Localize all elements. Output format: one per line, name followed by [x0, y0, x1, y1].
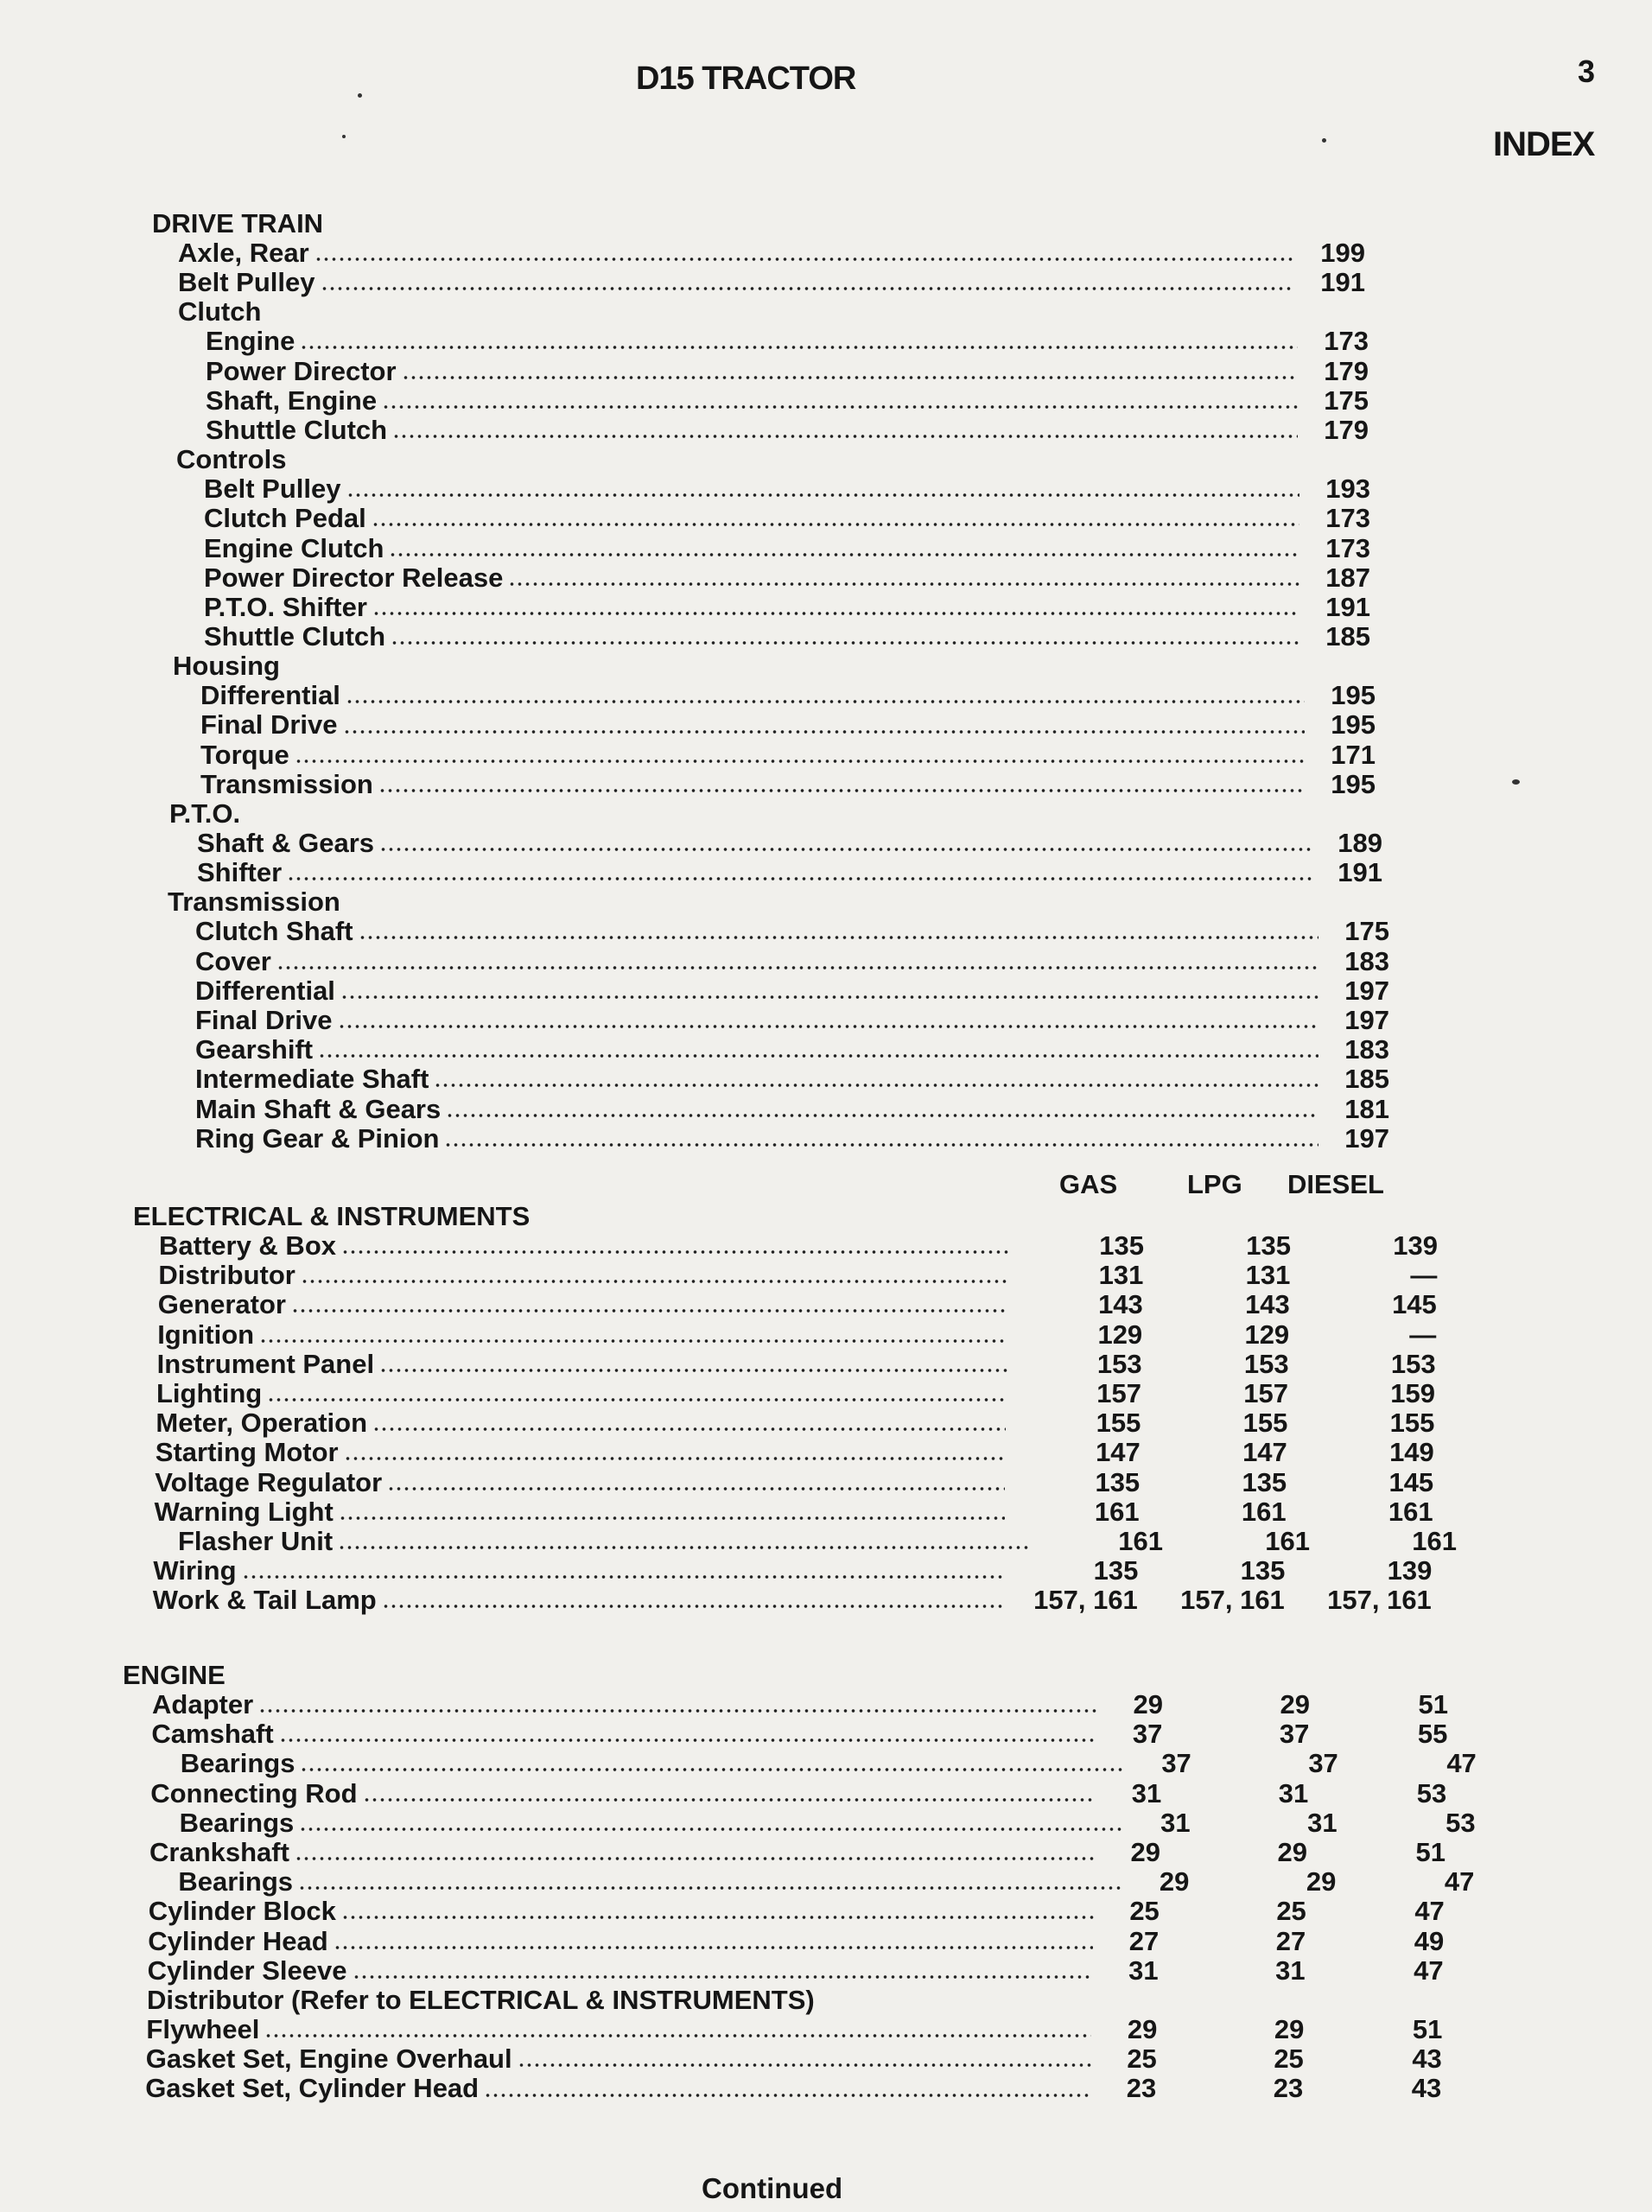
- page-title: D15 TRACTOR: [636, 60, 856, 97]
- value-gas: 135: [1099, 1230, 1144, 1261]
- entry-label: Bearings: [179, 1807, 295, 1838]
- subheading: Clutch: [178, 296, 262, 327]
- leader-dots: [299, 1827, 1124, 1832]
- entry-label: Shifter: [197, 857, 283, 888]
- leader-dots: [298, 1885, 1123, 1891]
- leader-dots: [340, 995, 1318, 1000]
- value-gas: 29: [1159, 1866, 1190, 1897]
- index-entry: [152, 1065, 1389, 1094]
- index-entry: [123, 1690, 1448, 1719]
- index-entry: [152, 829, 1382, 858]
- value-gas: 157, 161: [1033, 1585, 1138, 1616]
- value-lpg: 161: [1241, 1496, 1287, 1527]
- entry-label: Cylinder Sleeve: [147, 1955, 347, 1986]
- leader-dots: [341, 1915, 1094, 1920]
- leader-dots: [258, 1708, 1097, 1713]
- electrical-section: [133, 1201, 1457, 1616]
- index-entry: [133, 1231, 1438, 1261]
- subheading: Controls: [176, 444, 287, 475]
- entry-label: Camshaft: [151, 1719, 274, 1750]
- entry-label: Differential: [195, 975, 335, 1006]
- leader-dots: [291, 1308, 1008, 1313]
- index-entry: [152, 741, 1376, 770]
- entry-page: 197: [1344, 1004, 1389, 1035]
- entry-page: 187: [1325, 562, 1370, 593]
- entry-label: Power Director: [206, 355, 397, 386]
- entry-page: 191: [1337, 857, 1382, 888]
- continued-footer: Continued: [702, 2172, 843, 2204]
- leader-dots: [372, 522, 1299, 527]
- value-gas: 129: [1097, 1319, 1143, 1350]
- index-entry: [152, 268, 1365, 297]
- entry-label: Lighting: [156, 1377, 263, 1408]
- entry-label: Cylinder Head: [148, 1925, 328, 1956]
- leader-dots: [508, 582, 1299, 587]
- value-lpg: 143: [1245, 1289, 1290, 1320]
- value-diesel: 161: [1388, 1496, 1433, 1527]
- leader-dots: [300, 345, 1298, 350]
- index-entry: [123, 1956, 1444, 1986]
- entry-label: Voltage Regulator: [155, 1466, 383, 1497]
- leader-dots: [259, 1338, 1007, 1344]
- leader-dots: [379, 847, 1312, 852]
- entry-label: Wiring: [153, 1555, 237, 1586]
- entry-label: Final Drive: [200, 709, 338, 741]
- value-gas: 31: [1128, 1955, 1159, 1986]
- engine-section: [123, 1660, 1477, 2104]
- engine-rows: [123, 1689, 1477, 2104]
- value-lpg: 135: [1240, 1555, 1286, 1586]
- value-lpg: 29: [1277, 1836, 1307, 1867]
- entry-label: Adapter: [152, 1689, 254, 1719]
- index-entry: [123, 1808, 1476, 1838]
- index-entry: [152, 534, 1370, 563]
- entry-page: 197: [1344, 975, 1389, 1006]
- entry-label: Engine: [206, 326, 295, 357]
- index-entry: [152, 474, 1370, 504]
- subheading: P.T.O.: [169, 798, 241, 829]
- entry-page: 195: [1331, 680, 1376, 711]
- index-entry: [133, 1468, 1433, 1497]
- leader-dots: [392, 434, 1298, 439]
- leader-dots: [338, 1024, 1319, 1029]
- entry-label: Clutch Pedal: [204, 503, 366, 534]
- entry-label: Battery & Box: [159, 1230, 336, 1261]
- value-gas: 161: [1094, 1496, 1140, 1527]
- leader-dots: [379, 1368, 1007, 1373]
- leader-dots: [279, 1738, 1097, 1743]
- value-gas: 29: [1133, 1689, 1163, 1719]
- index-entry: [152, 1124, 1389, 1154]
- value-lpg: 157, 161: [1180, 1585, 1285, 1616]
- leader-dots: [444, 1142, 1318, 1147]
- value-lpg: 31: [1307, 1807, 1337, 1838]
- value-gas: 155: [1096, 1408, 1141, 1439]
- index-entry: [123, 2015, 1442, 2044]
- subheading: Transmission: [168, 887, 340, 918]
- value-diesel: 145: [1392, 1289, 1437, 1320]
- leader-dots: [334, 1945, 1094, 1950]
- entry-page: 171: [1331, 739, 1376, 770]
- entry-page: 185: [1344, 1064, 1389, 1095]
- value-lpg: 31: [1275, 1955, 1306, 1986]
- leader-dots: [372, 611, 1299, 616]
- index-entry: [123, 1779, 1446, 1808]
- value-diesel: 53: [1446, 1807, 1476, 1838]
- entry-label: Flywheel: [146, 2014, 260, 2045]
- leader-dots: [295, 1856, 1095, 1861]
- value-lpg: 147: [1242, 1437, 1287, 1468]
- index-entry: [133, 1320, 1436, 1350]
- value-diesel: 161: [1412, 1525, 1457, 1556]
- electrical-rows: [133, 1230, 1457, 1616]
- value-lpg: 29: [1306, 1866, 1337, 1897]
- entry-label: Cylinder Block: [148, 1896, 336, 1927]
- index-entry: [133, 1497, 1433, 1527]
- value-gas: 29: [1127, 2014, 1158, 2045]
- index-entry: [152, 327, 1369, 356]
- drive-train-section: [152, 208, 1389, 1154]
- index-entry: [123, 1719, 1447, 1749]
- value-gas: 31: [1160, 1807, 1191, 1838]
- value-gas: 27: [1128, 1925, 1160, 1956]
- leader-dots: [264, 2033, 1091, 2038]
- entry-label: Engine Clutch: [204, 532, 384, 563]
- index-entry: [152, 1095, 1389, 1124]
- index-entry: [133, 1379, 1435, 1408]
- scan-speck: [1512, 779, 1520, 785]
- leader-dots: [267, 1397, 1007, 1402]
- leader-dots: [434, 1083, 1318, 1088]
- leader-dots: [301, 1279, 1009, 1284]
- value-gas: 25: [1127, 2044, 1157, 2075]
- leader-dots: [338, 1545, 1028, 1550]
- leader-dots: [446, 1113, 1318, 1118]
- index-entry: [133, 1438, 1434, 1467]
- value-gas: 135: [1093, 1555, 1139, 1586]
- value-lpg: 25: [1276, 1896, 1306, 1927]
- scan-speck: [342, 135, 346, 138]
- entry-label: Work & Tail Lamp: [152, 1585, 377, 1616]
- index-entry: [152, 386, 1369, 416]
- value-diesel: 47: [1444, 1866, 1475, 1897]
- entry-page: 191: [1325, 591, 1370, 622]
- value-lpg: 29: [1274, 2014, 1305, 2045]
- entry-page: 181: [1344, 1093, 1389, 1124]
- index-entry: [133, 1408, 1434, 1438]
- entry-label: Torque: [200, 739, 289, 770]
- leader-dots: [343, 729, 1306, 734]
- entry-label: Clutch Shaft: [195, 916, 353, 947]
- entry-label: Gearshift: [195, 1034, 314, 1065]
- leader-dots: [378, 788, 1305, 793]
- index-entry: [133, 1290, 1437, 1319]
- value-diesel: —: [1409, 1319, 1437, 1350]
- section-heading: ENGINE: [123, 1660, 226, 1690]
- value-lpg: 155: [1242, 1408, 1288, 1439]
- index-entry: [152, 1035, 1389, 1065]
- leader-dots: [353, 1974, 1093, 1980]
- index-entry: [133, 1261, 1437, 1290]
- value-gas: 31: [1131, 1777, 1162, 1808]
- index-entry: [152, 504, 1370, 533]
- entry-page: 199: [1320, 238, 1365, 268]
- leader-dots: [402, 375, 1298, 380]
- index-entry: [133, 1586, 1432, 1615]
- entry-page: 173: [1324, 326, 1369, 357]
- index-entry: [152, 917, 1389, 946]
- index-entry: [123, 1749, 1477, 1778]
- entry-page: 195: [1331, 709, 1376, 741]
- entry-label: Flasher Unit: [178, 1525, 334, 1556]
- leader-dots: [391, 640, 1299, 645]
- entry-label: Warning Light: [154, 1496, 334, 1527]
- index-entry: [152, 593, 1370, 622]
- value-gas: 37: [1161, 1748, 1191, 1779]
- value-lpg: 27: [1275, 1925, 1306, 1956]
- entry-label: Crankshaft: [149, 1836, 289, 1867]
- value-diesel: 47: [1446, 1748, 1477, 1779]
- entry-page: 191: [1320, 267, 1365, 298]
- value-lpg: 25: [1274, 2044, 1304, 2075]
- entry-label: Instrument Panel: [156, 1348, 375, 1379]
- entry-label: Axle, Rear: [178, 238, 309, 268]
- value-lpg: 131: [1245, 1260, 1291, 1291]
- entry-page: 197: [1344, 1122, 1389, 1154]
- entry-label: Intermediate Shaft: [195, 1064, 429, 1095]
- entry-label: Shaft & Gears: [197, 828, 375, 858]
- entry-page: 173: [1325, 532, 1370, 563]
- index-entry: [133, 1350, 1436, 1379]
- section-heading: ELECTRICAL & INSTRUMENTS: [133, 1201, 531, 1231]
- leader-dots: [387, 1486, 1005, 1491]
- leader-dots: [359, 935, 1318, 940]
- entry-page: 195: [1331, 768, 1376, 799]
- leader-dots: [389, 552, 1299, 557]
- leader-dots: [300, 1767, 1125, 1772]
- value-gas: 135: [1095, 1466, 1141, 1497]
- leader-dots: [363, 1797, 1096, 1802]
- entry-label: Generator: [157, 1289, 286, 1320]
- value-lpg: 37: [1308, 1748, 1338, 1779]
- subheading: Housing: [173, 651, 280, 682]
- index-entry: [152, 976, 1389, 1006]
- scan-speck: [358, 93, 362, 98]
- index-entry: [152, 947, 1389, 976]
- entry-label: Meter, Operation: [156, 1408, 367, 1439]
- entry-page: 175: [1324, 385, 1369, 416]
- value-diesel: 153: [1390, 1348, 1436, 1379]
- entry-label: Gasket Set, Cylinder Head: [145, 2073, 480, 2104]
- value-lpg: 129: [1244, 1319, 1290, 1350]
- leader-dots: [287, 876, 1312, 881]
- value-diesel: 51: [1415, 1836, 1446, 1867]
- value-diesel: 157, 161: [1327, 1585, 1432, 1616]
- entry-page: 193: [1325, 474, 1370, 505]
- index-entry: [152, 622, 1370, 652]
- entry-label: Transmission: [200, 768, 373, 799]
- index-entry: [152, 681, 1376, 710]
- leader-dots: [295, 759, 1305, 764]
- value-lpg: 31: [1278, 1777, 1309, 1808]
- leader-dots: [372, 1427, 1006, 1432]
- index-entry: [152, 1006, 1389, 1035]
- value-diesel: 55: [1417, 1719, 1448, 1750]
- leader-dots: [484, 2093, 1090, 2098]
- leader-dots: [276, 965, 1318, 970]
- column-header-diesel: DIESEL: [1287, 1169, 1384, 1199]
- entry-label: Main Shaft & Gears: [195, 1093, 442, 1124]
- value-gas: 157: [1096, 1377, 1141, 1408]
- value-gas: 147: [1096, 1437, 1141, 1468]
- value-lpg: 157: [1243, 1377, 1288, 1408]
- value-gas: 153: [1096, 1348, 1142, 1379]
- value-diesel: 159: [1390, 1377, 1435, 1408]
- entry-page: 183: [1344, 1034, 1389, 1065]
- value-diesel: 51: [1412, 2014, 1443, 2045]
- leader-dots: [315, 257, 1294, 262]
- entry-label: Distributor (Refer to ELECTRICAL & INSTRUMENTS): [147, 1984, 815, 2015]
- value-gas: 131: [1098, 1260, 1144, 1291]
- value-diesel: 53: [1416, 1777, 1447, 1808]
- value-diesel: 155: [1389, 1408, 1435, 1439]
- value-diesel: 149: [1389, 1437, 1434, 1468]
- value-diesel: 47: [1414, 1896, 1445, 1927]
- value-gas: 25: [1129, 1896, 1160, 1927]
- leader-dots: [344, 1456, 1006, 1461]
- page-number: 3: [1578, 54, 1596, 89]
- scan-speck: [1322, 138, 1326, 143]
- entry-label: Bearings: [178, 1866, 294, 1897]
- index-entry: [152, 416, 1369, 445]
- value-gas: 143: [1098, 1289, 1143, 1320]
- value-lpg: 135: [1242, 1466, 1287, 1497]
- leader-dots: [346, 493, 1300, 498]
- index-entry: [152, 357, 1369, 386]
- value-lpg: 23: [1273, 2073, 1304, 2104]
- entry-label: Differential: [200, 680, 340, 711]
- value-gas: 23: [1126, 2073, 1157, 2104]
- index-entry: [123, 1927, 1444, 1956]
- entry-page: 179: [1324, 414, 1369, 445]
- entry-label: Cover: [195, 945, 271, 976]
- entry-label: Distributor: [158, 1260, 295, 1291]
- index-entry: [152, 858, 1382, 887]
- entry-label: Ignition: [157, 1319, 255, 1350]
- entry-page: 173: [1325, 503, 1370, 534]
- leader-dots: [339, 1516, 1005, 1521]
- entry-label: Shaft, Engine: [206, 385, 378, 416]
- entry-label: Bearings: [180, 1748, 295, 1779]
- entry-label: P.T.O. Shifter: [204, 591, 367, 622]
- entry-label: Gasket Set, Engine Overhaul: [145, 2044, 512, 2075]
- index-entry: [152, 710, 1376, 740]
- entry-label: Final Drive: [195, 1004, 333, 1035]
- leader-dots: [242, 1574, 1004, 1580]
- entry-page: 185: [1325, 621, 1370, 652]
- leader-dots: [321, 286, 1295, 291]
- index-entry: [123, 2074, 1441, 2103]
- value-diesel: 145: [1388, 1466, 1434, 1497]
- leader-dots: [346, 699, 1305, 704]
- value-diesel: 139: [1387, 1555, 1433, 1586]
- section-heading: DRIVE TRAIN: [152, 208, 324, 238]
- value-diesel: 49: [1414, 1925, 1445, 1956]
- value-lpg: 153: [1243, 1348, 1289, 1379]
- leader-dots: [518, 2063, 1091, 2068]
- value-gas: 29: [1130, 1836, 1160, 1867]
- index-entry: [152, 770, 1376, 799]
- entry-label: Ring Gear & Pinion: [195, 1122, 440, 1154]
- entry-page: 183: [1344, 945, 1389, 976]
- column-header-gas: GAS: [1059, 1169, 1118, 1199]
- value-lpg: 29: [1280, 1689, 1310, 1719]
- index-entry: [152, 563, 1370, 593]
- value-lpg: 161: [1265, 1525, 1310, 1556]
- index-entry: [133, 1556, 1432, 1586]
- value-diesel: 43: [1411, 2073, 1442, 2104]
- entry-page: 189: [1337, 828, 1382, 858]
- index-entry: [152, 238, 1365, 268]
- entry-label: Power Director Release: [204, 562, 504, 593]
- leader-dots: [382, 1604, 1003, 1609]
- leader-dots: [318, 1053, 1318, 1058]
- entry-label: Belt Pulley: [204, 474, 341, 505]
- value-diesel: 51: [1418, 1689, 1448, 1719]
- entry-page: 175: [1344, 916, 1389, 947]
- value-diesel: 43: [1412, 2044, 1442, 2075]
- entry-label: Belt Pulley: [178, 267, 315, 298]
- value-lpg: 135: [1246, 1230, 1291, 1261]
- value-diesel: 139: [1393, 1230, 1438, 1261]
- index-entry: [123, 1897, 1445, 1926]
- leader-dots: [341, 1249, 1009, 1255]
- entry-page: 179: [1324, 355, 1369, 386]
- leader-dots: [382, 404, 1298, 410]
- index-label: INDEX: [1493, 125, 1595, 163]
- index-entry: [133, 1527, 1457, 1556]
- value-diesel: —: [1410, 1260, 1438, 1291]
- index-entry: [123, 1867, 1474, 1897]
- value-lpg: 37: [1279, 1719, 1310, 1750]
- index-entry: [123, 1838, 1446, 1867]
- index-entry: [123, 1986, 1443, 2015]
- entry-label: Starting Motor: [155, 1437, 339, 1468]
- entry-label: Shuttle Clutch: [204, 621, 386, 652]
- value-gas: 161: [1118, 1525, 1163, 1556]
- value-gas: 37: [1132, 1719, 1163, 1750]
- entry-label: Connecting Rod: [150, 1777, 358, 1808]
- entry-label: Shuttle Clutch: [206, 414, 388, 445]
- value-diesel: 47: [1414, 1955, 1444, 1986]
- index-entry: [123, 2044, 1442, 2074]
- column-header-lpg: LPG: [1187, 1169, 1242, 1199]
